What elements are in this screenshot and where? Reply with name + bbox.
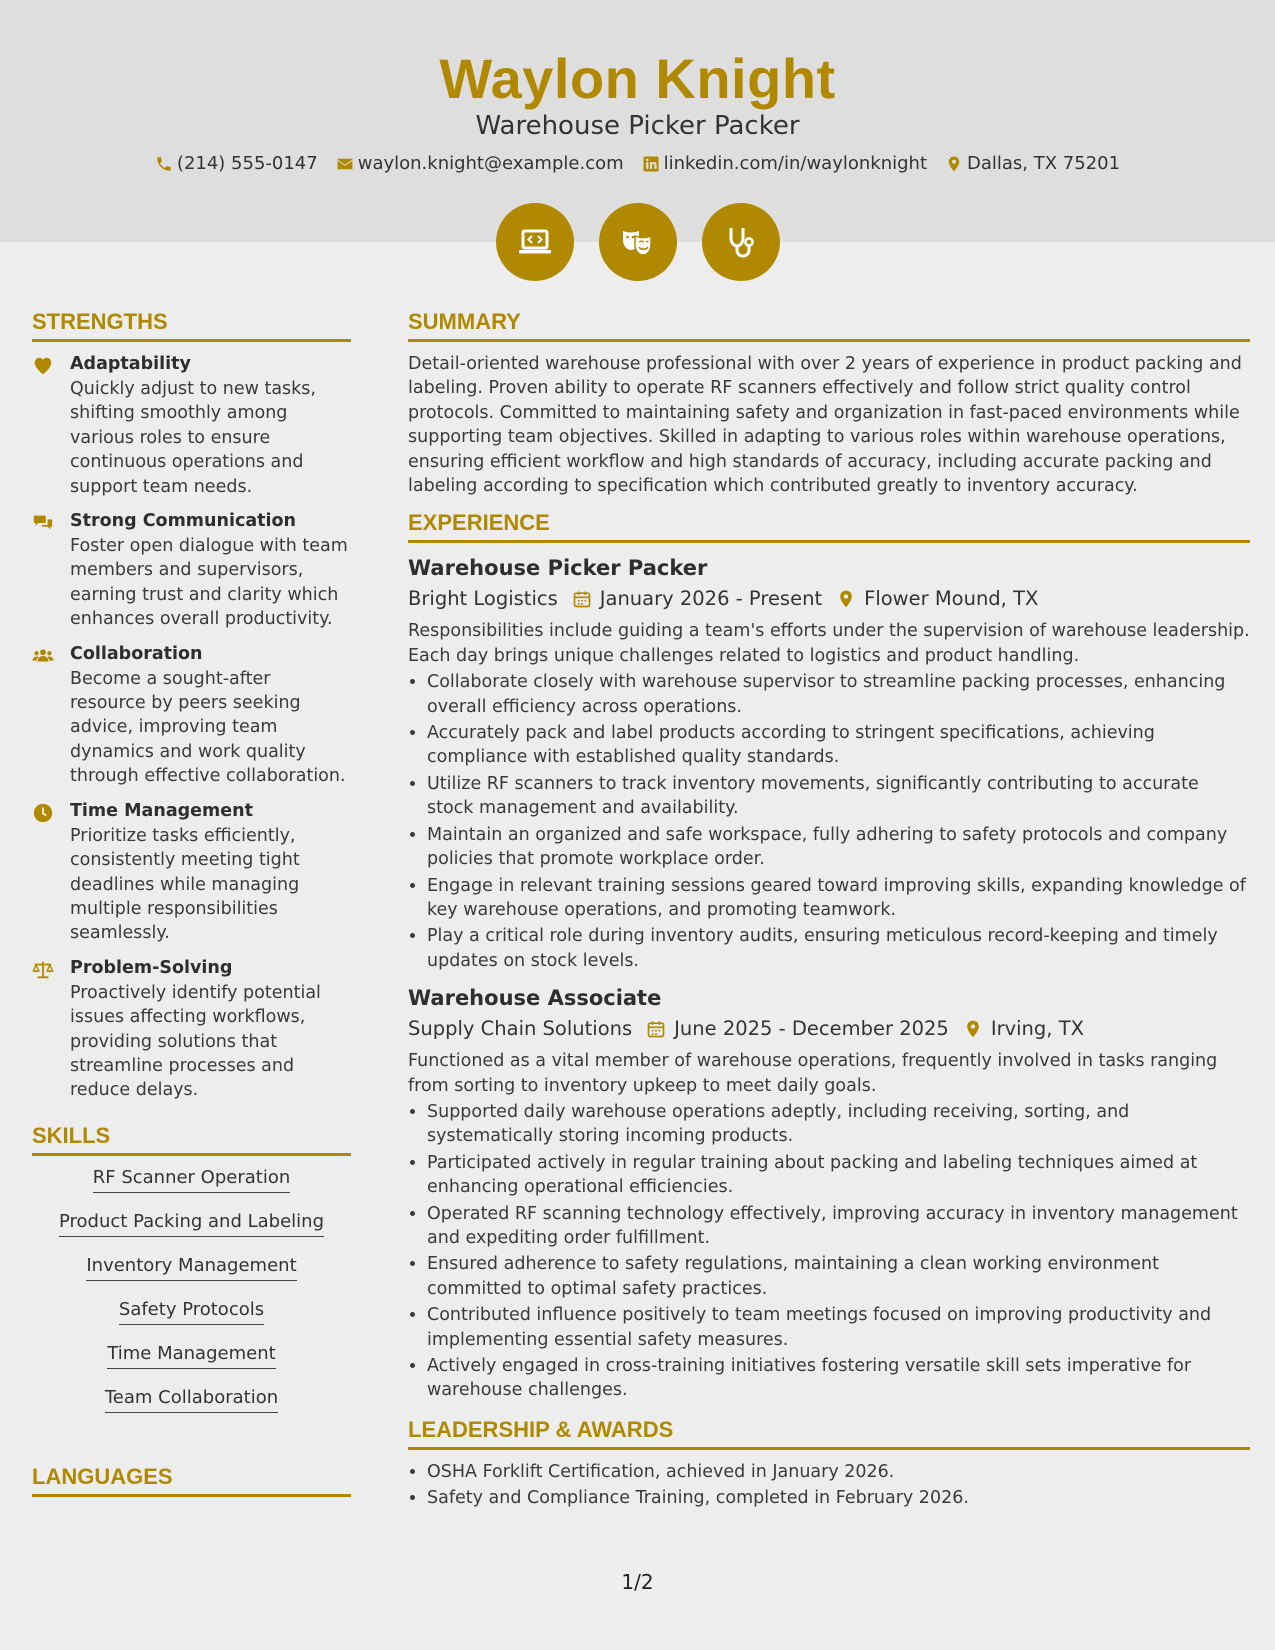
job-company: Bright Logistics <box>408 587 558 611</box>
job-intro: Responsibilities include guiding a team's efforts under the supervision of warehouse leadership. Each day brings unique challenges related to logistics and product handling. <box>408 621 1250 666</box>
list-item: • OSHA Forklift Certification, achieved in January 2026. <box>427 1460 1250 1484</box>
list-item: • Supported daily warehouse operations adeptly, including receiving, sorting, and systematically storing incoming products. <box>427 1100 1250 1149</box>
interest-circle-tech <box>496 203 574 281</box>
right-column <box>408 305 1250 1521</box>
contact-linkedin-text: linkedin.com/in/waylonknight <box>663 153 927 174</box>
map-pin-icon <box>836 589 856 609</box>
list-item: • Safety and Compliance Training, completed in February 2026. <box>427 1486 1250 1510</box>
experience-heading: EXPERIENCE <box>408 506 1250 543</box>
job-bullets <box>408 1100 1250 1403</box>
list-item: • Engage in relevant training sessions geared toward improving skills, expanding knowledge of key warehouse operations, and promoting teamwork. <box>427 874 1250 923</box>
job-bullets <box>408 670 1250 973</box>
interest-circle-medical <box>702 203 780 281</box>
strength-desc: Proactively identify potential issues affecting workflows, providing solutions that streamline processes and reduce delays. <box>70 982 321 1101</box>
laptop-code-icon <box>515 222 555 262</box>
calendar-icon <box>572 589 592 609</box>
stethoscope-icon <box>721 222 761 262</box>
strength-title: Adaptability <box>70 354 191 374</box>
list-item: • Accurately pack and label products according to stringent specifications, achieving compliance with established quality standards. <box>427 721 1250 770</box>
skill-item: Product Packing and Labeling <box>59 1210 324 1237</box>
candidate-name: Waylon Knight <box>439 47 836 110</box>
skill-item: Team Collaboration <box>105 1386 278 1413</box>
heart-icon <box>32 355 54 377</box>
strength-desc: Quickly adjust to new tasks, shifting smoothly among various roles to ensure continuous operations and support team needs. <box>70 379 316 497</box>
job-title: Warehouse Associate <box>408 986 662 1011</box>
languages-heading: LANGUAGES <box>32 1460 351 1497</box>
theater-masks-icon <box>618 222 658 262</box>
job-entry <box>408 553 1250 973</box>
envelope-icon <box>336 155 354 173</box>
job-meta <box>408 583 1250 615</box>
skills-heading: SKILLS <box>32 1119 351 1156</box>
strength-item <box>32 352 351 499</box>
list-item: • Actively engaged in cross-training initiatives fostering versatile skill sets imperative for warehouse challenges. <box>427 1354 1250 1403</box>
contact-location <box>945 152 1120 176</box>
map-pin-icon <box>963 1019 983 1039</box>
clock-icon <box>32 802 54 824</box>
list-item: • Maintain an organized and safe workspace, fully adhering to safety protocols and company policies that promote workplace order. <box>427 823 1250 872</box>
map-pin-icon <box>945 155 963 173</box>
list-item: • Contributed influence positively to team meetings focused on improving productivity and implementing essential safety measures. <box>427 1303 1250 1352</box>
awards-list <box>408 1460 1250 1511</box>
job-intro: Functioned as a vital member of warehouse operations, frequently involved in tasks ranging from sorting to inventory upkeep to meet daily goals. <box>408 1051 1218 1096</box>
strength-item <box>32 642 351 789</box>
job-location: Flower Mound, TX <box>864 587 1039 611</box>
strength-item <box>32 509 351 632</box>
job-dates: January 2026 - Present <box>599 587 823 611</box>
calendar-icon <box>646 1019 666 1039</box>
strength-desc: Foster open dialogue with team members and supervisors, earning trust and clarity which enhances overall productivity. <box>70 536 348 630</box>
contact-bar <box>0 152 1275 176</box>
strength-item <box>32 956 351 1103</box>
comments-icon <box>32 512 54 534</box>
strength-title: Time Management <box>70 800 253 821</box>
job-dates: June 2025 - December 2025 <box>674 1017 949 1041</box>
interest-icons <box>0 203 1275 281</box>
job-title: Warehouse Picker Packer <box>408 556 708 581</box>
summary-text: Detail-oriented warehouse professional with over 2 years of experience in product packing and labeling. Proven ability to operate RF scanners effectively and follow strict quality control protocols. Committed to maintaining safety and organization in fast-paced environments while supporting team objectives. Skilled in adapting to various roles within warehouse operations, ensuring efficient workflow and high standards of accuracy, including accurate packing and labeling according to specification which contributed greatly to inventory accuracy. <box>408 354 1242 497</box>
skills-list <box>32 1166 351 1430</box>
contact-email-text: waylon.knight@example.com <box>357 153 624 174</box>
strength-title: Problem-Solving <box>70 957 233 978</box>
job-meta <box>408 1013 1250 1045</box>
job-location: Irving, TX <box>990 1017 1084 1041</box>
list-item: • Collaborate closely with warehouse supervisor to streamline packing processes, enhancing overall efficiency across operations. <box>427 670 1250 719</box>
page-number: 1/2 <box>621 1570 654 1594</box>
left-column <box>32 305 351 1507</box>
job-company: Supply Chain Solutions <box>408 1017 633 1041</box>
strengths-heading: STRENGTHS <box>32 305 351 342</box>
list-item: • Operated RF scanning technology effectively, improving accuracy in inventory management and expediting order fulfillment. <box>427 1202 1250 1251</box>
balance-scale-icon <box>32 959 54 981</box>
summary-heading: SUMMARY <box>408 305 1250 342</box>
contact-location-text: Dallas, TX 75201 <box>967 153 1121 174</box>
awards-heading: LEADERSHIP & AWARDS <box>408 1413 1250 1450</box>
contact-linkedin[interactable] <box>642 152 927 176</box>
list-item: • Participated actively in regular training about packing and labeling techniques aimed at enhancing operational efficiencies. <box>427 1151 1250 1200</box>
skill-item: Inventory Management <box>86 1254 296 1281</box>
job-entry <box>408 983 1250 1403</box>
list-item: • Play a critical role during inventory audits, ensuring meticulous record-keeping and timely updates on stock levels. <box>427 924 1250 973</box>
strength-title: Collaboration <box>70 643 203 664</box>
strength-desc: Prioritize tasks efficiently, consistently meeting tight deadlines while managing multiple responsibilities seamlessly. <box>70 825 300 944</box>
linkedin-icon <box>642 155 660 173</box>
interest-circle-theater <box>599 203 677 281</box>
skill-item: Time Management <box>107 1342 275 1369</box>
strength-item <box>32 799 351 946</box>
skill-item: Safety Protocols <box>119 1298 264 1325</box>
strength-title: Strong Communication <box>70 511 296 532</box>
contact-phone-text: (214) 555-0147 <box>176 153 318 174</box>
contact-phone <box>155 152 318 176</box>
list-item: • Ensured adherence to safety regulations, maintaining a clean working environment committed to optimal safety practices. <box>427 1252 1250 1301</box>
users-icon <box>32 645 54 667</box>
candidate-role: Warehouse Picker Packer <box>475 111 800 141</box>
list-item: • Utilize RF scanners to track inventory movements, significantly contributing to accurate stock management and availability. <box>427 772 1250 821</box>
contact-email[interactable] <box>336 152 624 176</box>
strength-desc: Become a sought-after resource by peers seeking advice, improving team dynamics and work quality through effective collaboration. <box>70 668 346 787</box>
phone-icon <box>155 155 173 173</box>
skill-item: RF Scanner Operation <box>93 1166 291 1193</box>
